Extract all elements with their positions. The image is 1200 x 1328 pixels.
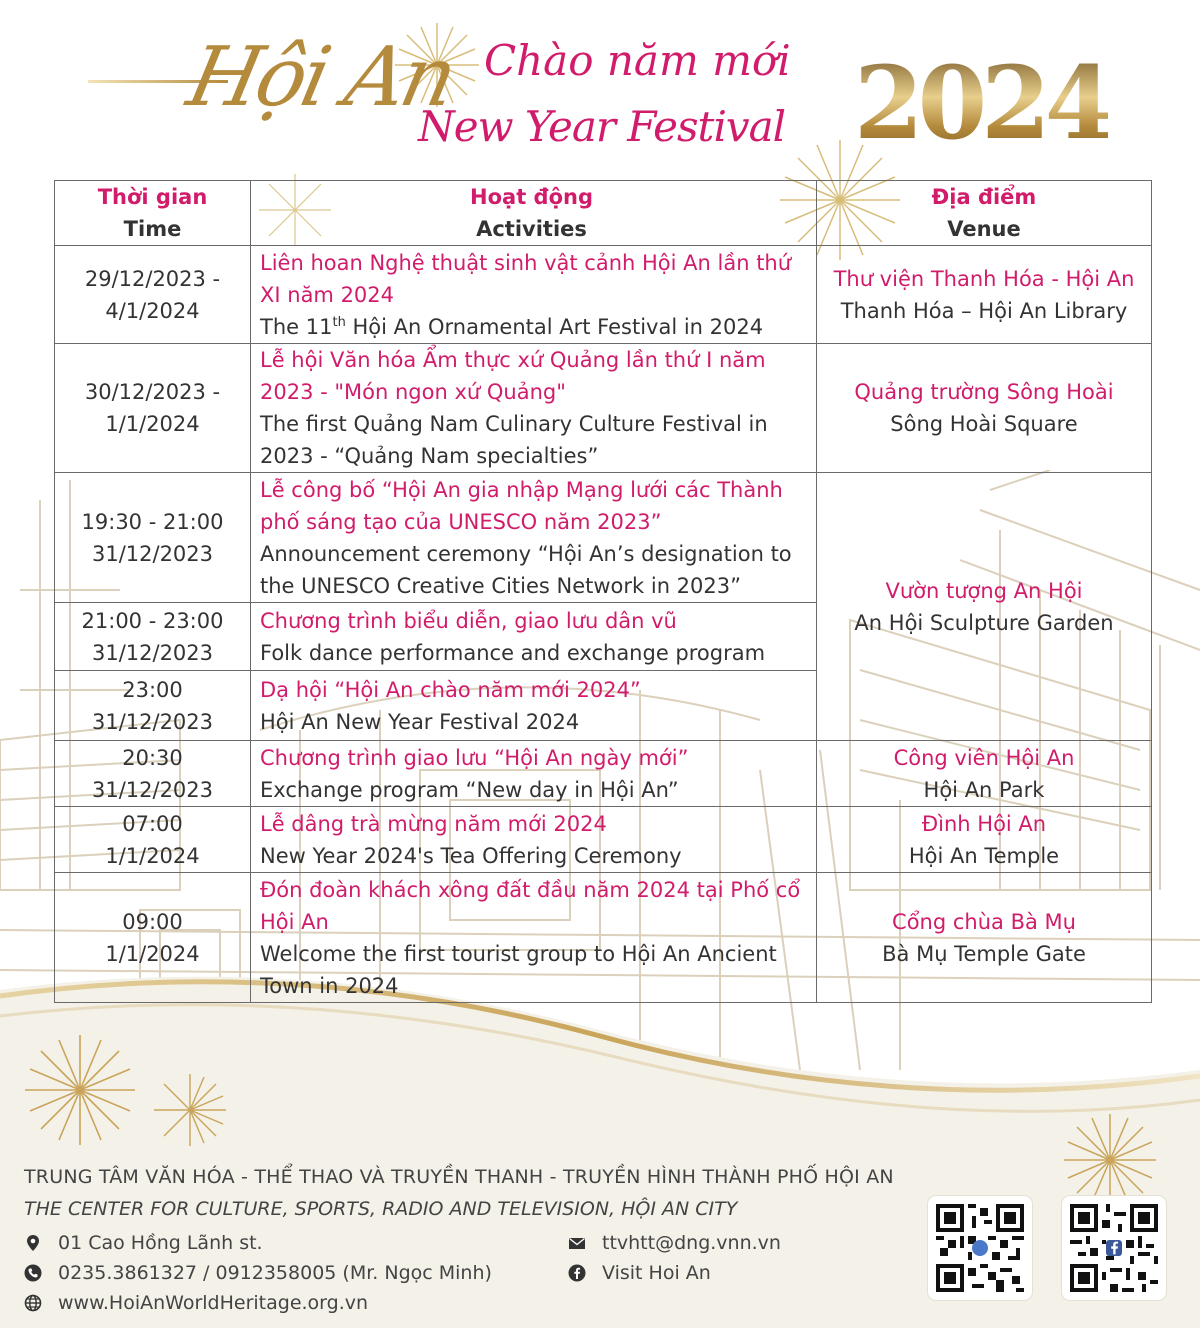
qr-code-icon (936, 1204, 1024, 1292)
facebook-icon (568, 1264, 586, 1282)
table-row (55, 473, 1152, 603)
contact-email (568, 1232, 781, 1254)
time-cell: 21:00 - 23:00 31/12/2023 (55, 603, 251, 671)
title-vietnamese: Chào năm mới (484, 36, 791, 85)
time-cell: 23:00 31/12/2023 (55, 671, 251, 741)
year-2024: 2024 (854, 44, 1109, 162)
venue-cell: Vườn tượng An Hội An Hội Sculpture Garden (817, 473, 1152, 741)
contact-website (24, 1292, 368, 1314)
phone-text: 0235.3861327 / 0912358005 (Mr. Ngọc Minh) (58, 1262, 492, 1284)
email-text[interactable]: ttvhtt@dng.vnn.vn (602, 1232, 781, 1254)
header-venue: Địa điểm Venue (817, 181, 1152, 246)
organization-name-en: THE CENTER FOR CULTURE, SPORTS, RADIO AND TELEVISION, HỘI AN CITY (24, 1198, 738, 1220)
table-row (55, 344, 1152, 473)
qr-code-website[interactable] (928, 1196, 1032, 1300)
table-row (55, 246, 1152, 344)
time-cell: 07:00 1/1/2024 (55, 807, 251, 873)
contact-address (24, 1232, 263, 1254)
header-time: Thời gian Time (55, 181, 251, 246)
venue-cell: Cổng chùa Bà Mụ Bà Mụ Temple Gate (817, 873, 1152, 1003)
mail-icon (568, 1234, 586, 1252)
organization-name-vn: TRUNG TÂM VĂN HÓA - THỂ THAO VÀ TRUYỀN THANH - TRUYỀN HÌNH THÀNH PHỐ HỘI AN (24, 1166, 894, 1188)
activity-cell: Lễ dâng trà mừng năm mới 2024 New Year 2024's Tea Offering Ceremony (251, 807, 817, 873)
venue-cell: Công viên Hội An Hội An Park (817, 741, 1152, 807)
address-text: 01 Cao Hồng Lãnh st. (58, 1232, 263, 1254)
activity-cell: Lễ hội Văn hóa Ẩm thực xứ Quảng lần thứ I năm 2023 - "Món ngon xứ Quảng" The first Quảng Nam Culinary Culture Festival in 2023 - “Quảng Nam specialties” (251, 344, 817, 473)
title-english: New Year Festival (418, 102, 786, 151)
qr-code-facebook[interactable] (1062, 1196, 1166, 1300)
activity-cell: Chương trình giao lưu “Hội An ngày mới” Exchange program “New day in Hội An” (251, 741, 817, 807)
hoi-an-logo: Hội An (179, 30, 462, 125)
activity-cell: Liên hoan Nghệ thuật sinh vật cảnh Hội An lần thứ XI năm 2024 The 11th Hội An Ornamental Art Festival in 2024 (251, 246, 817, 344)
location-icon (24, 1234, 42, 1252)
firework-decoration (150, 1070, 230, 1150)
contact-facebook (568, 1262, 711, 1284)
table-row (55, 873, 1152, 1003)
time-cell: 19:30 - 21:00 31/12/2023 (55, 473, 251, 603)
facebook-text[interactable]: Visit Hoi An (602, 1262, 711, 1284)
time-cell: 30/12/2023 - 1/1/2024 (55, 344, 251, 473)
contact-phone (24, 1262, 492, 1284)
venue-cell: Đình Hội An Hội An Temple (817, 807, 1152, 873)
table-header-row (55, 181, 1152, 246)
activity-cell: Dạ hội “Hội An chào năm mới 2024” Hội An New Year Festival 2024 (251, 671, 817, 741)
time-cell: 09:00 1/1/2024 (55, 873, 251, 1003)
activity-cell: Chương trình biểu diễn, giao lưu dân vũ Folk dance performance and exchange program (251, 603, 817, 671)
table-row (55, 807, 1152, 873)
phone-icon (24, 1264, 42, 1282)
firework-decoration (1060, 1110, 1160, 1210)
venue-cell: Quảng trường Sông Hoài Sông Hoài Square (817, 344, 1152, 473)
header-activities: Hoạt động Activities (251, 181, 817, 246)
activity-cell: Lễ công bố “Hội An gia nhập Mạng lưới các Thành phố sáng tạo của UNESCO năm 2023” Announcement ceremony “Hội An’s designation to the UNESCO Creative Cities Network in 2023” (251, 473, 817, 603)
time-cell: 20:30 31/12/2023 (55, 741, 251, 807)
activity-cell: Đón đoàn khách xông đất đầu năm 2024 tại Phố cổ Hội An Welcome the first tourist group to Hội An Ancient Town in 2024 (251, 873, 817, 1003)
globe-icon (24, 1294, 42, 1312)
time-cell: 29/12/2023 - 4/1/2024 (55, 246, 251, 344)
qr-code-icon (1070, 1204, 1158, 1292)
venue-cell: Thư viện Thanh Hóa - Hội An Thanh Hóa – Hội An Library (817, 246, 1152, 344)
poster-header (0, 0, 1200, 175)
schedule-table (54, 180, 1152, 1003)
table-row (55, 741, 1152, 807)
website-text[interactable]: www.HoiAnWorldHeritage.org.vn (58, 1292, 369, 1314)
firework-decoration (20, 1030, 140, 1150)
